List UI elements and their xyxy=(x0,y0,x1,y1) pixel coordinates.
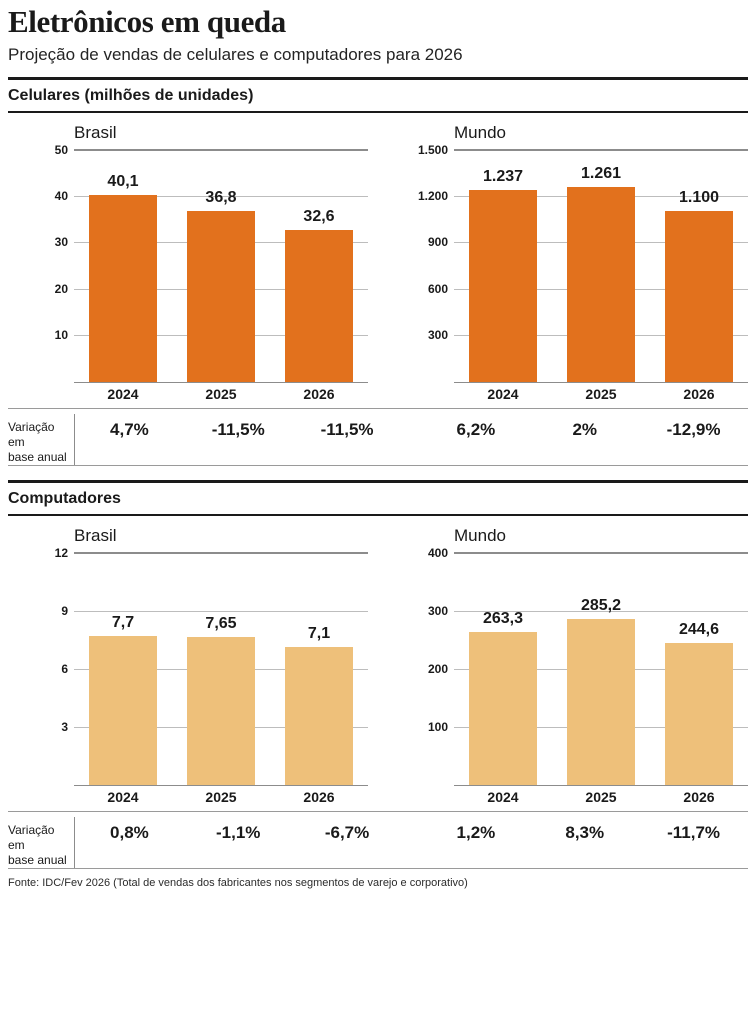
y-tick-label: 300 xyxy=(427,603,448,618)
variation-row-computadores xyxy=(8,817,748,868)
variation-bottom-divider-computadores xyxy=(8,868,748,869)
variation-values-brasil xyxy=(75,414,402,465)
x-tick-label: 2026 xyxy=(303,385,335,402)
x-tick-label: 2026 xyxy=(683,385,715,402)
bar-item xyxy=(187,553,255,785)
y-tick-label: 30 xyxy=(54,235,68,250)
x-tick-label: 2025 xyxy=(585,788,617,805)
bar-group xyxy=(74,553,368,785)
variation-value: -11,7% xyxy=(667,822,721,842)
chart-title: Brasil xyxy=(74,122,117,142)
bar-value-label: 7,65 xyxy=(205,614,237,632)
bar-value-label: 1.100 xyxy=(678,189,720,207)
y-tick-label: 200 xyxy=(427,661,448,676)
x-axis-labels xyxy=(74,786,368,805)
bar xyxy=(665,643,733,785)
bar xyxy=(187,211,255,382)
plot-inner xyxy=(417,142,748,382)
bar-value-label: 263,3 xyxy=(482,609,524,627)
variation-value: -11,5% xyxy=(320,419,374,439)
x-axis-labels xyxy=(454,786,748,805)
charts-row-computadores xyxy=(8,526,748,805)
variation-label xyxy=(8,414,74,465)
bar xyxy=(567,187,635,382)
x-tick-label: 2025 xyxy=(585,385,617,402)
variation-label-line1: Variação em xyxy=(8,419,55,449)
variation-values-mundo xyxy=(422,414,749,465)
charts-row-celulares xyxy=(8,123,748,402)
bar xyxy=(89,636,157,785)
source-note: Fonte: IDC/Fev 2026 (Total de vendas dos fabricantes nos segmentos de varejo e corporativo) xyxy=(8,876,468,889)
variation-values-brasil xyxy=(75,817,402,868)
plot-area xyxy=(388,142,748,382)
bar-item xyxy=(469,553,537,785)
bar-group xyxy=(454,150,748,382)
variation-value: 4,7% xyxy=(110,419,149,439)
variation-row-celulares xyxy=(8,414,748,465)
bar-value-label: 36,8 xyxy=(205,188,237,206)
section-divider-celulares xyxy=(8,111,748,113)
section-divider-computadores xyxy=(8,514,748,516)
bar-value-label: 7,7 xyxy=(111,613,135,631)
y-tick-label: 100 xyxy=(427,719,448,734)
bar-group xyxy=(454,553,748,785)
plot-area xyxy=(388,545,748,785)
chart-title: Mundo xyxy=(454,122,506,142)
bar-item xyxy=(665,553,733,785)
section-label-computadores: Computadores xyxy=(8,489,121,507)
infographic-page xyxy=(0,6,756,1028)
variation-value: 1,2% xyxy=(456,822,496,842)
bar-value-label: 1.261 xyxy=(580,164,622,182)
chart-title: Brasil xyxy=(74,525,117,545)
variation-divider-computadores xyxy=(8,811,748,812)
variation-value: -1,1% xyxy=(216,822,261,842)
y-tick-label: 6 xyxy=(61,661,68,676)
bar-item xyxy=(665,150,733,382)
y-tick-label: 600 xyxy=(427,281,448,296)
bar xyxy=(285,230,353,381)
y-tick-label: 50 xyxy=(54,142,68,157)
plot-inner xyxy=(54,142,368,382)
bar-value-label: 7,1 xyxy=(307,625,331,643)
bar-item xyxy=(89,553,157,785)
chart-celulares-mundo xyxy=(388,123,748,402)
bar-value-label: 32,6 xyxy=(303,208,335,226)
x-tick-label: 2024 xyxy=(107,385,139,402)
section-top-divider-computadores xyxy=(8,480,748,483)
header-divider xyxy=(8,77,748,80)
y-tick-label: 300 xyxy=(427,328,448,343)
y-tick-label: 1.500 xyxy=(417,142,448,157)
bar xyxy=(665,211,733,381)
y-tick-label: 1.200 xyxy=(417,188,448,203)
x-axis-labels xyxy=(74,383,368,402)
y-tick-label: 12 xyxy=(54,545,68,560)
bar-item xyxy=(285,150,353,382)
variation-divider-celulares xyxy=(8,408,748,409)
x-tick-label: 2024 xyxy=(107,788,139,805)
variation-label xyxy=(8,817,74,868)
bar-value-label: 40,1 xyxy=(107,173,139,191)
bar-item xyxy=(567,553,635,785)
chart-title: Mundo xyxy=(454,525,506,545)
variation-value: 2% xyxy=(572,419,598,439)
variation-value: -6,7% xyxy=(324,822,370,842)
bar-item xyxy=(187,150,255,382)
plot-area xyxy=(8,545,368,785)
variation-values-mundo xyxy=(422,817,749,868)
variation-label-line2: base anual xyxy=(8,852,67,867)
x-tick-label: 2026 xyxy=(683,788,715,805)
bar xyxy=(89,195,157,381)
section-label-celulares: Celulares (milhões de unidades) xyxy=(8,86,254,104)
variation-value: 8,3% xyxy=(565,822,605,842)
bar-value-label: 1.237 xyxy=(482,168,524,186)
x-tick-label: 2024 xyxy=(487,385,519,402)
variation-value: -11,5% xyxy=(211,419,265,439)
bar-item xyxy=(285,553,353,785)
x-tick-label: 2025 xyxy=(205,788,237,805)
x-axis-labels xyxy=(454,383,748,402)
bar-item xyxy=(567,150,635,382)
bar-value-label: 285,2 xyxy=(580,597,622,615)
y-tick-label: 10 xyxy=(54,328,68,343)
variation-value: 0,8% xyxy=(110,822,149,842)
bar-group xyxy=(74,150,368,382)
bar-item xyxy=(469,150,537,382)
plot-inner xyxy=(54,545,368,785)
y-tick-label: 20 xyxy=(54,281,68,296)
page-subtitle: Projeção de vendas de celulares e computadores para 2026 xyxy=(8,44,463,64)
bar-value-label: 244,6 xyxy=(678,620,720,638)
header xyxy=(8,6,748,65)
y-tick-label: 900 xyxy=(427,235,448,250)
page-title: Eletrônicos em queda xyxy=(8,4,286,39)
chart-computadores-brasil xyxy=(8,526,368,805)
variation-label-line1: Variação em xyxy=(8,822,55,852)
x-tick-label: 2024 xyxy=(487,788,519,805)
y-tick-label: 40 xyxy=(54,188,68,203)
y-tick-label: 3 xyxy=(61,719,68,734)
chart-celulares-brasil xyxy=(8,123,368,402)
bar xyxy=(187,637,255,785)
x-tick-label: 2025 xyxy=(205,385,237,402)
bar xyxy=(285,647,353,784)
x-tick-label: 2026 xyxy=(303,788,335,805)
bar xyxy=(567,619,635,784)
y-tick-label: 400 xyxy=(427,545,448,560)
plot-area xyxy=(8,142,368,382)
bar xyxy=(469,190,537,381)
bar-item xyxy=(89,150,157,382)
bar xyxy=(469,632,537,785)
variation-label-line2: base anual xyxy=(8,449,67,464)
chart-computadores-mundo xyxy=(388,526,748,805)
variation-value: 6,2% xyxy=(456,419,496,439)
y-tick-label: 9 xyxy=(61,603,68,618)
variation-value: -12,9% xyxy=(666,419,721,439)
plot-inner xyxy=(427,545,748,785)
